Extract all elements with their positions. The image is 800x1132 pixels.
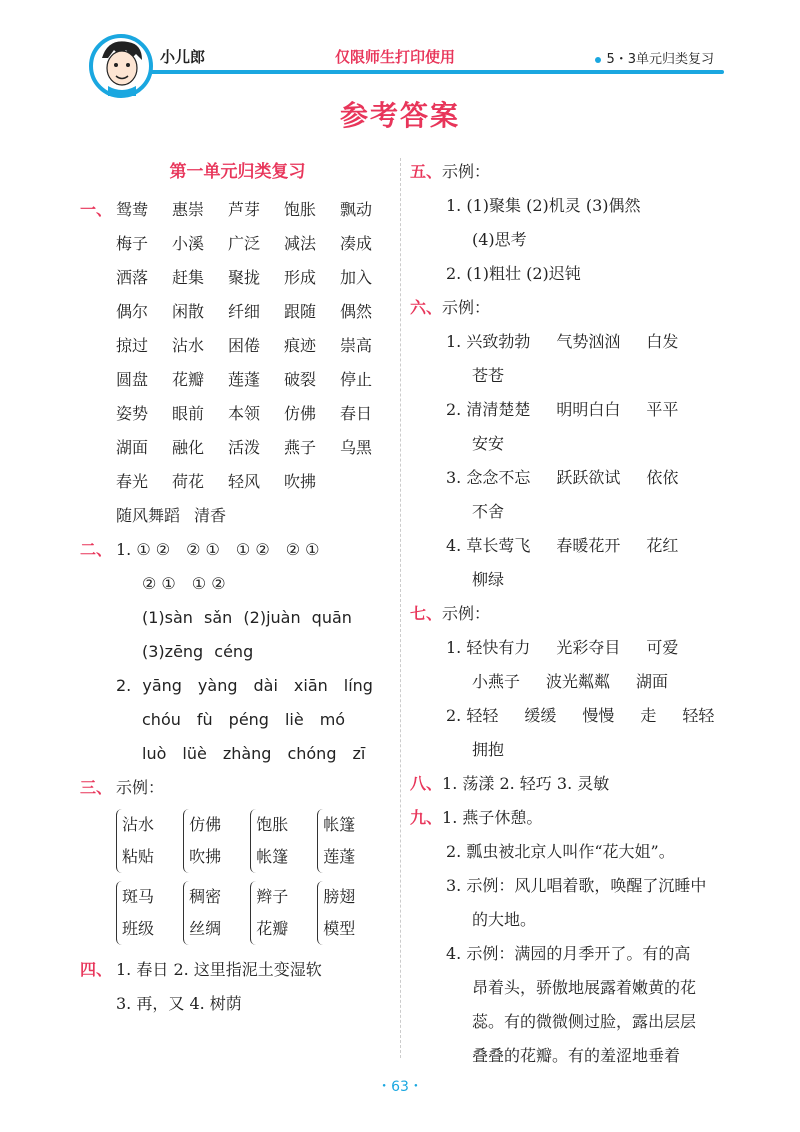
word-pair: [116, 881, 178, 945]
brace: [116, 881, 154, 945]
answer-row: 4. 示例：满园的月季开了。有的高: [446, 944, 691, 963]
word: 膀翅: [323, 887, 356, 906]
answer-row: 柳绿: [472, 570, 505, 589]
answer-row: [410, 665, 730, 699]
word-pair-group: [80, 881, 395, 945]
word: 沾水: [122, 815, 155, 834]
answer-text: 1. 荡漾 2. 轻巧 3. 灵敏: [442, 774, 610, 793]
choice: ② ①: [186, 540, 220, 559]
answer-row: [410, 461, 730, 495]
answer-row: [410, 325, 730, 359]
word: 掠过: [116, 336, 149, 355]
answer-row: 安安: [472, 434, 505, 453]
word-pair: [183, 809, 245, 873]
choice: ① ②: [235, 540, 270, 559]
pinyin: lüè: [182, 744, 207, 763]
brace: [250, 809, 288, 873]
word: 稠密: [189, 887, 222, 906]
word: 丝绸: [189, 919, 222, 938]
example-label: 示例：: [442, 604, 491, 623]
page-number: ・63・: [377, 1079, 423, 1095]
word-pair: [317, 809, 379, 873]
pinyin: mó: [319, 710, 346, 729]
phrase: 明明白白: [556, 400, 621, 419]
word-pair: [183, 881, 245, 945]
word-pair: [250, 881, 312, 945]
section-1-label: 一、: [80, 200, 113, 219]
section-8-header: [410, 767, 730, 801]
phrase: 气势汹汹: [556, 332, 621, 351]
word: 广泛: [228, 234, 261, 253]
pinyin: liè: [284, 710, 304, 729]
pinyin: zhàng: [222, 744, 272, 763]
column-divider: [400, 158, 401, 1058]
section-3: [80, 771, 395, 945]
word: 破裂: [284, 370, 317, 389]
word: 痕迹: [284, 336, 317, 355]
answer-row: 苍苍: [472, 366, 505, 385]
word: 圆盘: [116, 370, 149, 389]
word: 闲散: [172, 302, 205, 321]
answer-row: 不舍: [472, 502, 505, 521]
brace: [250, 881, 288, 945]
phrase: 1. 兴致勃勃: [446, 332, 531, 351]
phrase: 白发: [646, 332, 679, 351]
right-column: [410, 155, 730, 1073]
left-column: [80, 155, 395, 1021]
answer-row: 2. (1)粗壮 (2)迟钝: [446, 264, 581, 283]
word: 燕子: [284, 438, 317, 457]
pinyin-row: (3)zēng céng: [142, 642, 254, 661]
brace: [183, 881, 221, 945]
word: 减法: [284, 234, 317, 253]
answer-row: [410, 699, 730, 733]
word: 洒落: [116, 268, 149, 287]
word: 模型: [323, 919, 356, 938]
choice: 1. ① ②: [116, 540, 171, 559]
word: 轻风: [228, 472, 261, 491]
section-9-header: [410, 801, 730, 835]
section-1: [80, 193, 395, 533]
pinyin: xiān: [293, 676, 328, 695]
section-7-header: [410, 597, 730, 631]
word: 飘动: [340, 200, 373, 219]
word-row: [80, 465, 395, 499]
choice: ② ①: [285, 540, 320, 559]
word: 纤细: [228, 302, 261, 321]
section-4-label: 四、: [80, 960, 113, 979]
word: 饱胀: [284, 200, 317, 219]
word: 帐篷: [256, 847, 289, 866]
example-label: 示例：: [442, 162, 491, 181]
pinyin: luò: [142, 744, 167, 763]
word: 小溪: [172, 234, 205, 253]
pinyin: yàng: [197, 676, 238, 695]
phrase: 平平: [646, 400, 679, 419]
word: 帐篷: [323, 815, 356, 834]
answer-row: (4)思考: [472, 230, 527, 249]
phrase: 波光粼粼: [546, 672, 611, 691]
word-row: [80, 261, 395, 295]
header-rule: [150, 70, 724, 74]
phrase: 轻轻: [682, 706, 715, 725]
pinyin: chóu: [142, 710, 181, 729]
word: 莲蓬: [323, 847, 356, 866]
page-title: 参考答案: [339, 99, 460, 132]
answer-row: 1. (1)聚集 (2)机灵 (3)偶然: [446, 196, 641, 215]
example-label: 示例：: [442, 298, 491, 317]
answer-row: 3. 再，又 4. 树荫: [116, 994, 242, 1013]
word-row: [80, 329, 395, 363]
section-4: [80, 953, 395, 1021]
answer-text: 1. 燕子休憩。: [442, 808, 543, 827]
word: 湖面: [116, 438, 149, 457]
word: 辫子: [256, 887, 289, 906]
choice: ① ②: [191, 574, 226, 593]
phrase: 慢慢: [582, 706, 615, 725]
pinyin-row: [80, 669, 395, 703]
phrase: 1. 轻快有力: [446, 638, 531, 657]
answer-row: 3. 示例：风儿唱着歌，唤醒了沉睡中: [446, 876, 707, 895]
series-text: 5・3单元归类复习: [606, 52, 714, 67]
word: 荷花: [172, 472, 205, 491]
word: 跟随: [284, 302, 317, 321]
word: 停止: [340, 370, 373, 389]
series-dot: [595, 57, 601, 63]
pinyin: líng: [343, 676, 373, 695]
word: 春日: [340, 404, 373, 423]
pinyin-row: [80, 737, 395, 771]
word: 乌黑: [340, 438, 373, 457]
pinyin: fù: [196, 710, 213, 729]
section-2-label: 二、: [80, 540, 113, 559]
answer-row: 蕊。有的微微侧过脸，露出层层: [472, 1012, 697, 1031]
word: 聚拢: [228, 268, 261, 287]
word: 困倦: [228, 336, 261, 355]
pinyin: chóng: [287, 744, 337, 763]
section-7-label: 七、: [410, 604, 443, 623]
section-2: [80, 533, 395, 771]
phrase: 依依: [646, 468, 679, 487]
pinyin-row: [80, 703, 395, 737]
word-row: [80, 295, 395, 329]
word: 斑马: [122, 887, 155, 906]
brace: [317, 809, 355, 873]
phrase: 春暖花开: [556, 536, 621, 555]
section-9-label: 九、: [410, 808, 443, 827]
answer-row: 2. 瓢虫被北京人叫作“花大姐”。: [446, 842, 675, 861]
word: 吹拂: [189, 847, 222, 866]
word: 莲蓬: [228, 370, 261, 389]
phrase: 2. 轻轻: [446, 706, 499, 725]
section-5-header: [410, 155, 730, 189]
word: 花瓣: [256, 919, 289, 938]
word: 加入: [340, 268, 373, 287]
phrase: 湖面: [636, 672, 669, 691]
phrase: 走: [640, 706, 657, 725]
brace: [183, 809, 221, 873]
phrase: 跃跃欲试: [556, 468, 621, 487]
pinyin: 2. yāng: [116, 676, 182, 695]
word: 芦芽: [228, 200, 261, 219]
word: 本领: [228, 404, 261, 423]
brand-name: 小儿郎: [160, 48, 206, 66]
word-pair-group: [80, 809, 395, 873]
phrase: 光彩夺目: [556, 638, 621, 657]
answer-row: 叠叠的花瓣。有的羞涩地垂着: [472, 1046, 681, 1065]
word: 融化: [172, 438, 205, 457]
choice: ② ①: [142, 574, 176, 593]
word: 春光: [116, 472, 149, 491]
word: 沾水: [172, 336, 205, 355]
example-label: 示例：: [116, 778, 165, 797]
answer-row: [410, 393, 730, 427]
word-pair: [116, 809, 178, 873]
word-pair: [317, 881, 379, 945]
word: 饱胀: [256, 815, 289, 834]
phrase: 缓缓: [524, 706, 557, 725]
section-5-label: 五、: [410, 162, 443, 181]
word: 偶然: [340, 302, 373, 321]
word: 吹拂: [284, 472, 317, 491]
phrase: 4. 草长莺飞: [446, 536, 531, 555]
word-row: [80, 363, 395, 397]
word: 班级: [122, 919, 155, 938]
word: 仿佛: [189, 815, 222, 834]
word-row: [80, 227, 395, 261]
answer-row: 昂着头，骄傲地展露着嫩黄的花: [472, 978, 697, 997]
answer-row: [410, 529, 730, 563]
section-8-label: 八、: [410, 774, 443, 793]
word: 眼前: [172, 404, 205, 423]
phrase: 2. 清清楚楚: [446, 400, 531, 419]
teacher-only-note: 仅限师生打印使用: [335, 48, 456, 66]
pinyin-row: (1)sàn sǎn (2)juàn quān: [142, 608, 352, 627]
brace: [317, 881, 355, 945]
phrase: 小燕子: [472, 672, 521, 691]
word-row: [80, 499, 395, 533]
answer-row: [80, 567, 395, 601]
word-row: [80, 397, 395, 431]
word: 姿势: [116, 404, 149, 423]
section-3-label: 三、: [80, 778, 113, 797]
unit-title: 第一单元归类复习: [169, 162, 306, 182]
word: 偶尔: [116, 302, 149, 321]
word-pair: [250, 809, 312, 873]
word: 崇高: [340, 336, 373, 355]
word-row: [80, 431, 395, 465]
word: 花瓣: [172, 370, 205, 389]
pinyin: dài: [253, 676, 278, 695]
phrase: 可爱: [646, 638, 679, 657]
pinyin: zī: [352, 744, 366, 763]
word: 赶集: [172, 268, 205, 287]
answer-row: [410, 631, 730, 665]
word: 鸳鸯: [116, 200, 149, 219]
answer-row: 的大地。: [472, 910, 537, 929]
answer-row: 拥抱: [472, 740, 505, 759]
brace: [116, 809, 154, 873]
pinyin: péng: [228, 710, 269, 729]
word: 梅子: [116, 234, 149, 253]
answer-row: [80, 533, 395, 567]
word: 凑成: [340, 234, 373, 253]
word: 仿佛: [284, 404, 317, 423]
word: 惠崇: [172, 200, 205, 219]
phrase: 3. 念念不忘: [446, 468, 531, 487]
word: 活泼: [228, 438, 261, 457]
section-6-header: [410, 291, 730, 325]
word-row: [80, 193, 395, 227]
word: 形成: [284, 268, 317, 287]
word: 随风舞蹈: [116, 506, 181, 525]
boy-mascot-icon: [88, 32, 154, 98]
phrase: 花红: [646, 536, 679, 555]
series-label: [595, 48, 714, 67]
answer-row: 1. 春日 2. 这里指泥土变湿软: [116, 960, 322, 979]
word: 清香: [194, 506, 227, 525]
section-6-label: 六、: [410, 298, 443, 317]
word: 粘贴: [122, 847, 155, 866]
